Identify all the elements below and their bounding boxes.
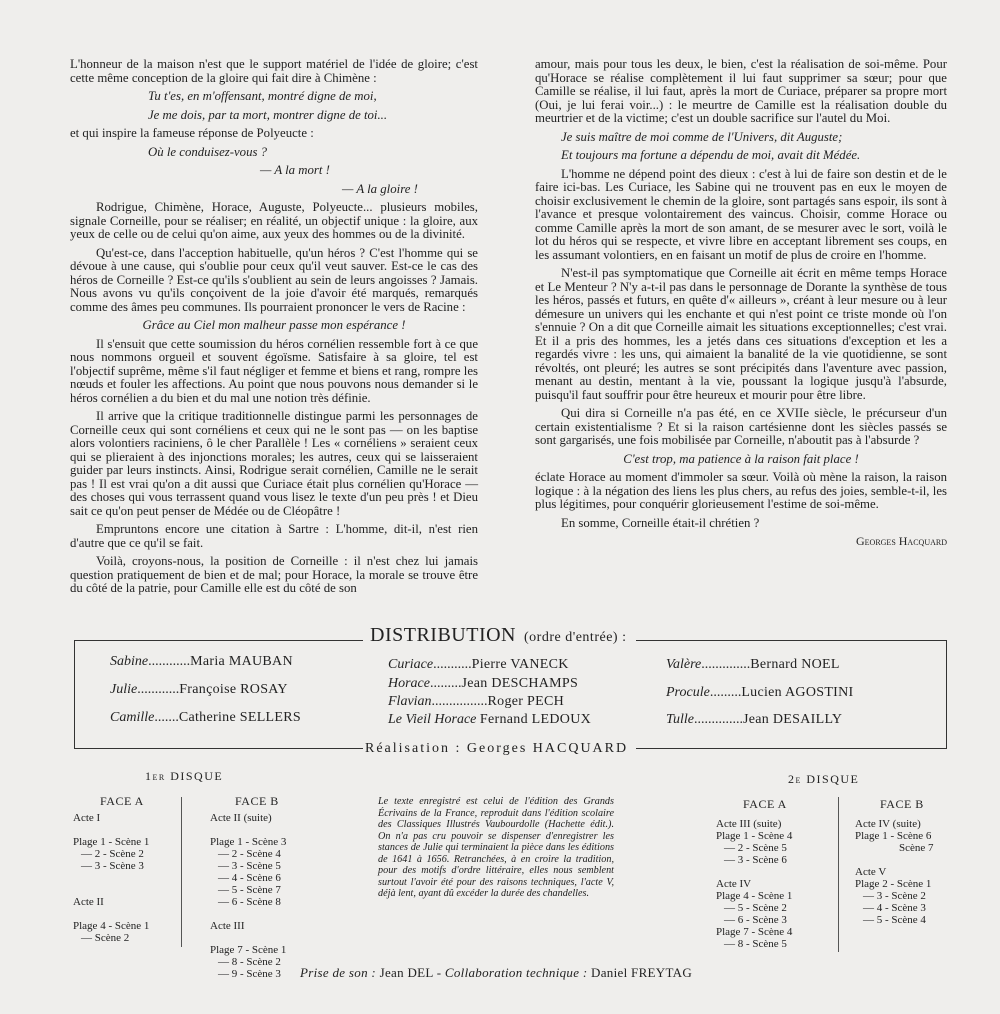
track-line: Acte III bbox=[210, 920, 245, 932]
track-line: Plage 1 - Scène 1 bbox=[73, 836, 150, 848]
track-line: Acte V bbox=[855, 866, 887, 878]
track-line: — Scène 2 bbox=[81, 932, 130, 944]
track-line: — 3 - Scène 3 bbox=[81, 860, 144, 872]
track-line: Plage 2 - Scène 1 bbox=[855, 878, 932, 890]
track-line: — 2 - Scène 4 bbox=[218, 848, 281, 860]
paragraph: Qu'est-ce, dans l'acception habituelle, qu'un héros ? C'est l'homme qui se dévoue à une cause, qui s'oublie pour ceux qu'il veut sauver. Est-ce le cas des héros de Corneille ? Est-ce qu'ils s'oublient au sein de leurs angoisses ? Jamais. Nous avons vu qu'ils conçoivent de la joie d'avoir été marqués, remarqués comme des âmes peu communes. Ils pourraient prononcer le vers de Racine : bbox=[70, 245, 478, 314]
role-name: Curiace bbox=[388, 657, 434, 672]
disque1-faceA-label: FACE A bbox=[100, 794, 144, 808]
technical-credits bbox=[300, 965, 692, 981]
track-line: Acte II (suite) bbox=[210, 812, 272, 824]
cast-entry bbox=[388, 694, 564, 710]
quotation: Grâce au Ciel mon malheur passe mon espérance ! bbox=[142, 318, 406, 332]
distribution-title: DISTRIBUTION bbox=[370, 624, 516, 646]
track-line: Plage 1 - Scène 4 bbox=[716, 830, 793, 842]
actor-name: Roger PECH bbox=[487, 694, 565, 709]
distribution-heading bbox=[370, 624, 626, 647]
track-line bbox=[73, 884, 149, 896]
role-name: Valère bbox=[666, 657, 702, 672]
leader-dots: ....... bbox=[154, 710, 179, 725]
leader-dots: .............. bbox=[701, 657, 751, 672]
leader-dots: ......... bbox=[709, 685, 742, 700]
disque1-faceB-list bbox=[210, 812, 286, 980]
leader-dots: ................ bbox=[431, 694, 488, 709]
paragraph: N'est-il pas symptomatique que Corneille ait écrit en même temps Horace et Le Menteur ? N'y a-t-il pas dans le personnage de Dorante la synthèse de tous les héros, passés et futurs, en quête d'« ailleurs », créant à leur mesure ou à leur démesure un univers qui les enchante et qui n'est point ce triste monde où l'on s'ennuie ? On a dit que Corneille aimait les situations exceptionnelles; c'est vrai. Et il a pris des hommes, les a jetés dans ces situations d'exception et les a regardés vivre : les uns, qui aimaient la banalité de la vie quotidienne, se sont révoltés, ont pleuré; les autres se sont précipités dans l'aventure avec passion, menant au destin, mentant à la vie, poussant la logique jusqu'à l'absurde, puisqu'il faut souffrir pour être heureux et mourir pour être libre. bbox=[535, 266, 947, 402]
track-line: Plage 4 - Scène 1 bbox=[716, 890, 793, 902]
track-line: — 6 - Scène 8 bbox=[218, 896, 281, 908]
track-line: — 2 - Scène 2 bbox=[81, 848, 144, 860]
leader-dots: ........... bbox=[433, 657, 472, 672]
role-name: Julie bbox=[110, 682, 138, 697]
leader-dots: .............. bbox=[694, 712, 744, 727]
paragraph: En somme, Corneille était-il chrétien ? bbox=[561, 515, 760, 530]
quotation: Je me dois, par ta mort, montrer digne de toi... bbox=[148, 107, 388, 122]
disque1-label: 1er DISQUE bbox=[145, 769, 224, 783]
track-line bbox=[210, 824, 286, 836]
quotation: Je suis maître de moi comme de l'Univers, dit Auguste; bbox=[561, 129, 843, 144]
actor-name: Maria MAUBAN bbox=[190, 654, 293, 669]
prise-label: Prise de son : bbox=[300, 965, 377, 980]
actor-name: Pierre VANECK bbox=[471, 657, 569, 672]
disque2-faceB-label: FACE B bbox=[880, 797, 924, 811]
track-line: — 5 - Scène 2 bbox=[724, 902, 787, 914]
role-name: Horace bbox=[388, 676, 430, 691]
cast-entry bbox=[388, 657, 569, 673]
track-line: Plage 7 - Scène 4 bbox=[716, 926, 793, 938]
disque2-faceA-list bbox=[716, 818, 792, 950]
paragraph: L'honneur de la maison n'est que le support matériel de l'idée de gloire; c'est cette même conception de la gloire qui fait dire à Chimène : bbox=[70, 57, 478, 85]
actor-name: Catherine SELLERS bbox=[178, 710, 301, 725]
track-line: Acte IV (suite) bbox=[855, 818, 921, 830]
cast-entry bbox=[388, 712, 591, 728]
track-line: Acte II bbox=[73, 896, 104, 908]
disque1-divider bbox=[181, 797, 182, 947]
actor-name: Françoise ROSAY bbox=[179, 682, 288, 697]
cast-entry bbox=[666, 712, 842, 728]
role-name: Le Vieil Horace bbox=[388, 712, 477, 727]
quotation: Et toujours ma fortune a dépendu de moi, avait dit Médée. bbox=[561, 148, 861, 162]
actor-name: Jean DESAILLY bbox=[743, 712, 843, 727]
role-name: Camille bbox=[110, 710, 155, 725]
cast-entry bbox=[110, 654, 293, 670]
track-line: Plage 7 - Scène 1 bbox=[210, 944, 287, 956]
role-name: Flavian bbox=[388, 694, 432, 709]
track-line: — 8 - Scène 2 bbox=[218, 956, 281, 968]
quotation: — A la mort ! bbox=[260, 163, 330, 177]
disque2-faceA-label: FACE A bbox=[743, 797, 787, 811]
disque1-faceB-label: FACE B bbox=[235, 794, 279, 808]
track-line bbox=[73, 908, 149, 920]
cast-entry bbox=[110, 710, 301, 726]
paragraph: Il s'ensuit que cette soumission du héros cornélien ressemble fort à ce que nous nommons orgueil et souvent égoïsme. Satisfaire à sa gloire, tel est l'objectif suprême, même s'il faut négliger et femme et biens et rang, rompre les nœuds et fouler les affections. Au point que nous pouvons nous demander si le héros cornélien a du bien et du mal une notion très définie. bbox=[70, 336, 478, 405]
track-line: Plage 1 - Scène 6 bbox=[855, 830, 932, 842]
track-line: — 4 - Scène 6 bbox=[218, 872, 281, 884]
track-line: Acte IV bbox=[716, 878, 752, 890]
disque2-label: 2e DISQUE bbox=[788, 772, 860, 786]
actor-name: Jean DESCHAMPS bbox=[461, 676, 579, 691]
track-line bbox=[716, 866, 792, 878]
track-line: — 9 - Scène 3 bbox=[218, 968, 281, 980]
role-name: Procule bbox=[666, 685, 710, 700]
paragraph: Il arrive que la critique traditionnelle distingue parmi les personnages de Corneille ceux qui sont cornéliens et ceux qui ne le sont pas — on les baptise alors volontiers raciniens, ô le cher Parallèle ! Les « cornéliens » seraient ceux qui se plieraient à des injonctions morales; les autres, ceux qui se laisseraient guider par leurs instincts. Ainsi, Rodrigue serait cornélien, Camille ne le serait pas ! Il est vrai qu'on a dit aussi que Curiace était plus cornélien qu'Horace — des choses qui vous terrassent quand vous lisez le texte d'un peu près ! et Dieu sait ce qu'on peut penser de Médée ou de Cléopâtre ! bbox=[70, 409, 478, 518]
distribution-subtitle: (ordre d'entrée) : bbox=[524, 630, 627, 645]
realisation-credit: Réalisation : Georges HACQUARD bbox=[365, 741, 629, 756]
essay-left-column bbox=[70, 58, 478, 601]
essay-right-column bbox=[535, 58, 947, 554]
track-line: — 3 - Scène 6 bbox=[724, 854, 787, 866]
paragraph: L'homme ne dépend point des dieux : c'est à lui de faire son destin et de le faire ici-bas. Les Curiace, les Sabine qui ne trouvent pas en eux le moyen de choisir exclusivement le chemin de la gloire, sont partagés sans espoir, ils sont à l'avance et presque volontairement des vaincus. Choisir, comme Horace ou comme Camille après la mort de son amant, de se mesurer avec le sort, voilà le lot du héros qui se respecte, et vivre libre en acceptant librement ses coups, en les assumant volontiers, en en faisant un motif de plus de croire en l'homme. bbox=[535, 166, 947, 262]
edition-note: Le texte enregistré est celui de l'édition des Grands Écrivains de la France, reproduit dans l'édition scolaire des Classiques Illustrés Vaubourdolle (Hachette édit.). On n'a pas cru pouvoir se dispenser d'enregistrer les stances de Julie qui terminaient la pièce dans les éditions de 1641 à 1656. Retranchées, à en croire la tradition, pour des motifs d'ordre littéraire, elles nous semblent surtout l'avoir été pour des raisons techniques, l'acte V, déjà lent, ayant dû excéder la durée des chandelles. bbox=[378, 796, 614, 899]
paragraph: et qui inspire la fameuse réponse de Polyeucte : bbox=[70, 126, 314, 140]
disque2-faceB-list bbox=[855, 818, 934, 926]
collab-name: Daniel FREYTAG bbox=[591, 965, 693, 980]
track-line: — 5 - Scène 7 bbox=[218, 884, 281, 896]
track-line bbox=[73, 824, 149, 836]
track-line bbox=[855, 854, 934, 866]
prise-name: Jean DEL bbox=[379, 965, 434, 980]
track-line bbox=[73, 872, 149, 884]
actor-name: Bernard NOEL bbox=[750, 657, 840, 672]
track-line: — 6 - Scène 3 bbox=[724, 914, 787, 926]
paragraph: Empruntons encore une citation à Sartre : L'homme, dit-il, n'est rien d'autre que ce qu'il se fait. bbox=[70, 522, 478, 550]
paragraph: Voilà, croyons-nous, la position de Corneille : il n'est chez lui jamais question pratiquement de bien et de mal; pour Horace, la morale se trouve être du côté de la patrie, pour Camille elle est du côté de son bbox=[70, 554, 478, 595]
paragraph: Qui dira si Corneille n'a pas été, en ce XVIIe siècle, le précurseur d'un certain existentialisme ? Et si la raison cartésienne dont les siècles passés se sont gargarisés, une fois mobilisée par Corneille, n'aboutit pas à l'absurde ? bbox=[535, 406, 947, 447]
leader-dots: ............ bbox=[148, 654, 191, 669]
paragraph: amour, mais pour tous les deux, le bien, c'est la réalisation de soi-même. Pour qu'Horace se réalise complètement il lui faut supprimer sa sœur; pour que Camille se réalise, il lui faut, après la mort de Curiace, préparer sa propre mort (Oui, je lui ferai voir...) : le meurtre de Camille est la réalisation double du meurtrier et de la victime; c'est un double sacrifice sur l'autel du Moi. bbox=[535, 57, 947, 125]
track-line: Plage 4 - Scène 1 bbox=[73, 920, 150, 932]
actor-name: Fernand LEDOUX bbox=[479, 712, 592, 727]
collab-label: - Collaboration technique : bbox=[436, 965, 588, 980]
quotation: — A la gloire ! bbox=[342, 181, 418, 196]
leader-dots: ............ bbox=[137, 682, 180, 697]
disque2-divider bbox=[838, 797, 839, 952]
track-line: Scène 7 bbox=[899, 842, 934, 854]
track-line: — 3 - Scène 2 bbox=[863, 890, 926, 902]
signature: Georges Hacquard bbox=[855, 534, 947, 548]
track-line: — 4 - Scène 3 bbox=[863, 902, 926, 914]
quotation: C'est trop, ma patience à la raison fait place ! bbox=[623, 451, 859, 466]
cast-entry bbox=[110, 682, 288, 698]
track-line: Plage 1 - Scène 3 bbox=[210, 836, 287, 848]
paragraph: Rodrigue, Chimène, Horace, Auguste, Polyeucte... plusieurs mobiles, signale Corneille, pour se réaliser; en réalité, un objectif unique : la gloire, aux yeux de celle ou de celui qu'on aime, aux yeux des hommes ou de la divinité. bbox=[70, 200, 478, 241]
paragraph: éclate Horace au moment d'immoler sa sœur. Voilà où mène la raison, la raison logique : à la négation des liens les plus chers, au refus des joies, semble-t-il, les plus légitimes, pour conquérir glorieusement l'estime de soi-même. bbox=[535, 470, 947, 511]
role-name: Sabine bbox=[110, 654, 149, 669]
leader-dots: ......... bbox=[430, 676, 462, 691]
track-line bbox=[210, 908, 286, 920]
actor-name: Lucien AGOSTINI bbox=[741, 685, 854, 700]
track-line: — 5 - Scène 4 bbox=[863, 914, 926, 926]
track-line: — 2 - Scène 5 bbox=[724, 842, 787, 854]
track-line: Acte I bbox=[73, 812, 101, 824]
quotation: Tu t'es, en m'offensant, montré digne de moi, bbox=[148, 89, 377, 103]
cast-entry bbox=[666, 685, 854, 701]
track-line: Acte III (suite) bbox=[716, 818, 782, 830]
disque1-faceA-list bbox=[73, 812, 149, 944]
track-line bbox=[210, 932, 286, 944]
role-name: Tulle bbox=[666, 712, 695, 727]
cast-entry bbox=[666, 657, 840, 673]
track-line: — 3 - Scène 5 bbox=[218, 860, 281, 872]
quotation: Où le conduisez-vous ? bbox=[148, 144, 268, 159]
track-line: — 8 - Scène 5 bbox=[724, 938, 787, 950]
cast-entry bbox=[388, 676, 578, 692]
